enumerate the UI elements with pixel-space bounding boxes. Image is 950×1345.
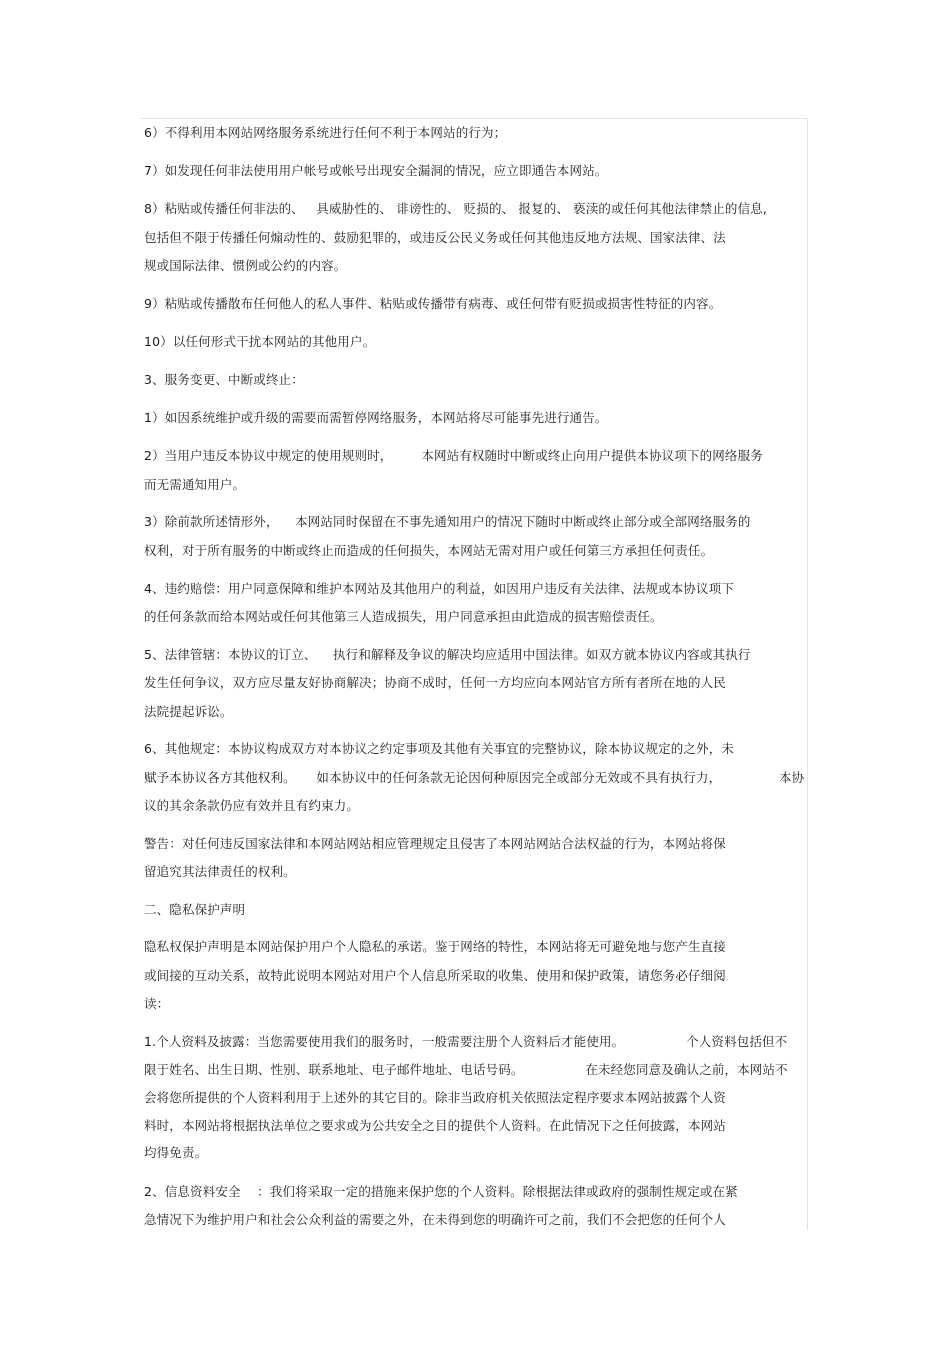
text-line: 2、信息资料安全 ：我们将采取一定的措施来保护您的个人资料。除根据法律或政府的强制性规定或在紧 xyxy=(144,1184,738,1199)
text-line: 议的其余条款仍应有效并且有约束力。 xyxy=(144,798,360,813)
text-line: 发生任何争议，双方应尽量友好协商解决；协商不成时，任何一方均应向本网站官方所有者所在地的人民 xyxy=(144,675,726,690)
text-line: 隐私权保护声明是本网站保护用户个人隐私的承诺。鉴于网络的特性，本网站将无可避免地与您产生直接 xyxy=(144,939,726,954)
text-line: 的任何条款而给本网站或任何其他第三人造成损失，用户同意承担由此造成的损害赔偿责任。 xyxy=(144,609,663,624)
text-line: 4、违约赔偿：用户同意保障和维护本网站及其他用户的利益，如因用户违反有关法律、法规或本协议项下 xyxy=(144,581,735,596)
text-line: 急情况下为维护用户和社会公众利益的需要之外，在未得到您的明确许可之前，我们不会把您的任何个人 xyxy=(144,1212,726,1227)
text-line: 赋予本协议各方其他权利。 如本协议中的任何条款无论因何种原因完全或部分无效或不具有执行力， 本协 xyxy=(144,770,805,785)
text-line: 限于姓名、出生日期、性别、联系地址、电子邮件地址、电话号码。 在未经您同意及确认之前，本网站不 xyxy=(144,1062,788,1077)
text-line: 1）如因系统维护或升级的需要而需暂停网络服务，本网站将尽可能事先进行通告。 xyxy=(144,410,608,425)
section-heading: 二、隐私保护声明 xyxy=(144,902,246,917)
text-line: 读： xyxy=(144,996,170,1011)
text-line: 2）当用户违反本协议中规定的使用规则时， 本网站有权随时中断或终止向用户提供本协议项下的网络服务 xyxy=(144,448,763,463)
text-line: 权利，对于所有服务的中断或终止而造成的任何损失，本网站无需对用户或任何第三方承担任何责任。 xyxy=(144,543,714,558)
text-line: 均得免责。 xyxy=(144,1145,208,1160)
text-line: 7）如发现任何非法使用用户帐号或帐号出现安全漏洞的情况，应立即通告本网站。 xyxy=(144,163,608,178)
section-heading: 3、服务变更、中断或终止： xyxy=(144,372,304,387)
text-line: 1.个人资料及披露：当您需要使用我们的服务时，一般需要注册个人资料后才能使用。 个人资料包括但不 xyxy=(144,1034,788,1049)
text-line: 而无需通知用户。 xyxy=(144,477,246,492)
text-line: 留追究其法律责任的权利。 xyxy=(144,864,296,879)
text-line: 料时，本网站将根据执法单位之要求或为公共安全之目的提供个人资料。在此情况下之任何披露，本网站 xyxy=(144,1118,726,1133)
text-line: 6）不得利用本网站网络服务系统进行任何不利于本网站的行为； xyxy=(144,125,507,140)
text-line: 包括但不限于传播任何煽动性的、鼓励犯罪的，或违反公民义务或任何其他违反地方法规、国家法律、法 xyxy=(144,230,726,245)
text-line: 或间接的互动关系，故特此说明本网站对用户个人信息所采取的收集、使用和保护政策，请您务必仔细阅 xyxy=(144,968,726,983)
text-line: 会将您所提供的个人资料利用于上述外的其它目的。除非当政府机关依照法定程序要求本网站披露个人资 xyxy=(144,1090,726,1105)
warning-line: 警告：对任何违反国家法律和本网站网站相应管理规定且侵害了本网站网站合法权益的行为，本网站将保 xyxy=(144,836,726,851)
text-line: 规或国际法律、惯例或公约的内容。 xyxy=(144,258,347,273)
text-line: 5、法律管辖：本协议的订立、 执行和解释及争议的解决均应适用中国法律。如双方就本协议内容或其执行 xyxy=(144,647,751,662)
text-line: 法院提起诉讼。 xyxy=(144,704,233,719)
text-line: 10）以任何形式干扰本网站的其他用户。 xyxy=(144,334,376,349)
text-line: 3）除前款所述情形外， 本网站同时保留在不事先通知用户的情况下随时中断或终止部分或全部网络服务的 xyxy=(144,514,751,529)
text-line: 6、其他规定：本协议构成双方对本协议之约定事项及其他有关事宜的完整协议，除本协议规定的之外，未 xyxy=(144,741,735,756)
text-line: 8）粘贴或传播任何非法的、 具威胁性的、 诽谤性的、 贬损的、 报复的、 亵渎的或任何其他法律禁止的信息, xyxy=(144,201,767,216)
text-line: 9）粘贴或传播散布任何他人的私人事件、粘贴或传播带有病毒、或任何带有贬损或损害性特征的内容。 xyxy=(144,296,722,311)
